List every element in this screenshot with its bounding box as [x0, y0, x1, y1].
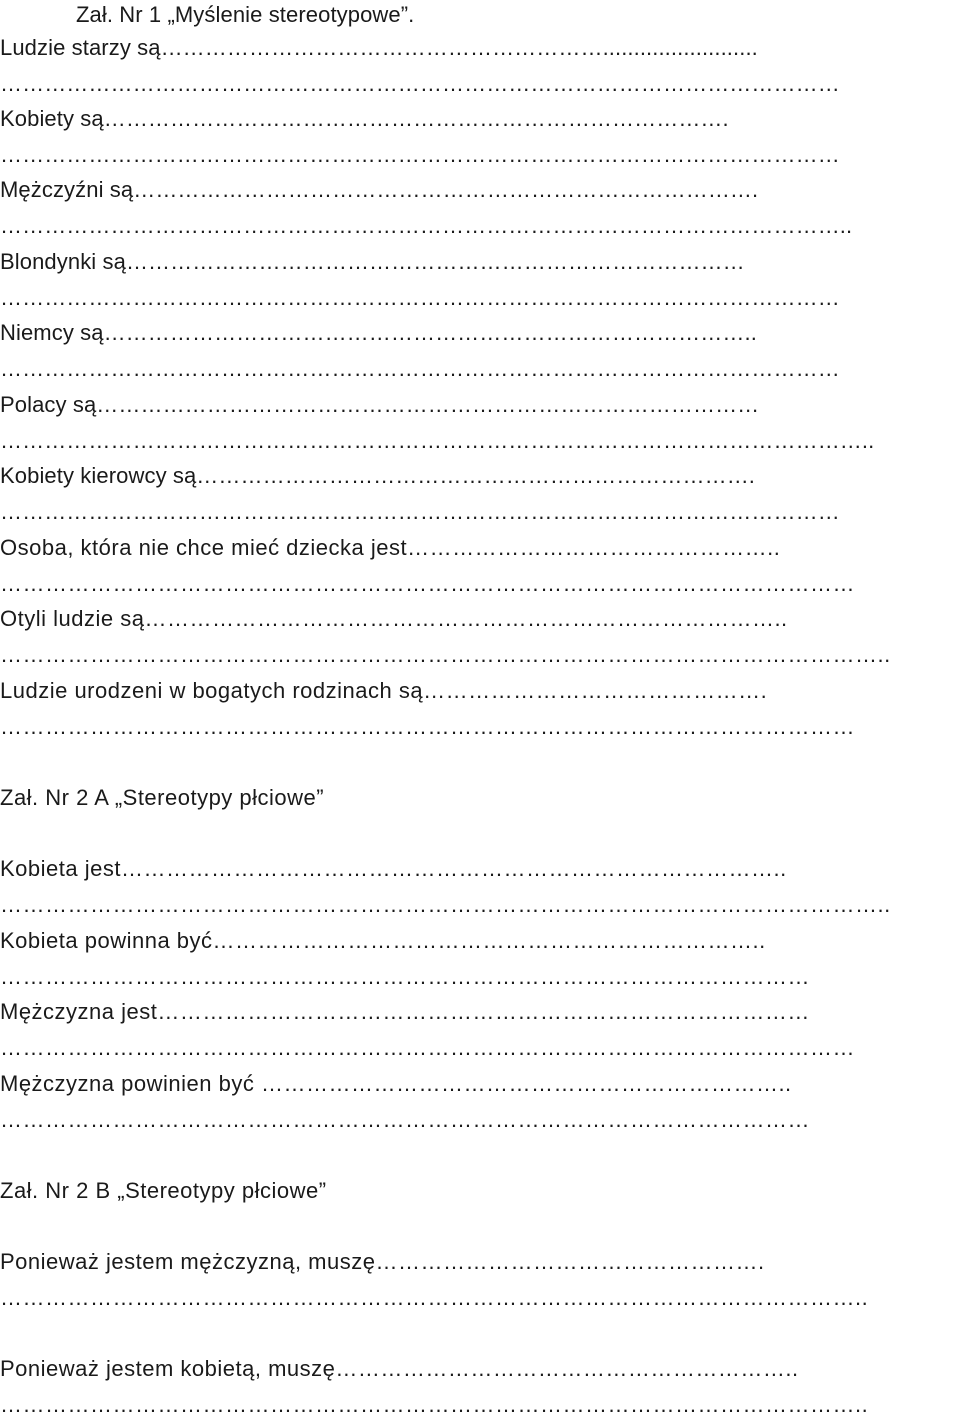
section1-title: Zał. Nr 1 „Myślenie stereotypowe”.	[76, 2, 415, 27]
worksheet-prompt: Mężczyzna jest……………………………………………………………………………	[0, 999, 810, 1024]
worksheet-prompt: Mężczyźni są………………………………………………………………………….	[0, 177, 759, 202]
answer-line[interactable]: ……………………………………………………………………………………………………	[0, 499, 840, 524]
answer-line[interactable]: ……………………………………………………………………………………………………..	[0, 213, 853, 238]
worksheet-prompt: Kobieta jest……………………………………………………………………………..	[0, 856, 787, 881]
answer-line[interactable]: ………………………………………………………………………………………………	[0, 1107, 810, 1132]
answer-line[interactable]: ………………………………………………………………………………………………………..	[0, 428, 875, 453]
answer-line[interactable]: ……………………………………………………………………………………………………	[0, 71, 840, 96]
answer-line[interactable]: ………………………………………………………………………………………………………..	[0, 892, 891, 917]
worksheet-prompt: Polacy są………………………………………………………………………………	[0, 392, 760, 417]
answer-line[interactable]: ……………………………………………………………………………………………………	[0, 285, 840, 310]
answer-line[interactable]: ……………………………………………………………………………………………………..	[0, 1392, 869, 1417]
worksheet-prompt: Ludzie urodzeni w bogatych rodzinach są……………………………………….	[0, 678, 768, 703]
worksheet-prompt: Blondynki są…………………………………………………………………………	[0, 249, 745, 274]
answer-line[interactable]: ……………………………………………………………………………………………………	[0, 571, 855, 596]
answer-line[interactable]: ……………………………………………………………………………………………………	[0, 356, 840, 381]
worksheet-prompt: Mężczyzna powinien być ……………………………………………………………..	[0, 1071, 792, 1096]
worksheet-prompt: Kobieta powinna być………………………………………………………………..	[0, 928, 766, 953]
worksheet-prompt: Otyli ludzie są…………………………………………………………………………..	[0, 606, 788, 631]
answer-line[interactable]: ………………………………………………………………………………………………………..	[0, 642, 891, 667]
answer-line[interactable]: ……………………………………………………………………………………………………..	[0, 1285, 869, 1310]
answer-line[interactable]: ………………………………………………………………………………………………	[0, 964, 810, 989]
answer-line[interactable]: ……………………………………………………………………………………………………	[0, 714, 855, 739]
worksheet-prompt: Kobiety kierowcy są………………………………………………………………….	[0, 463, 756, 488]
worksheet-prompt: Kobiety są………………………………………………………………………….	[0, 106, 729, 131]
worksheet-prompt: Ponieważ jestem kobietą, muszę……………………………………………………..	[0, 1356, 799, 1381]
answer-line[interactable]: ……………………………………………………………………………………………………	[0, 142, 840, 167]
section2a-title: Zał. Nr 2 A „Stereotypy płciowe”	[0, 785, 325, 810]
section2b-title: Zał. Nr 2 B „Stereotypy płciowe”	[0, 1178, 327, 1203]
worksheet-prompt: Osoba, która nie chce mieć dziecka jest…………………………………………..	[0, 535, 781, 560]
answer-line[interactable]: ……………………………………………………………………………………………………	[0, 1035, 855, 1060]
worksheet-prompt: Niemcy są……………………………………………………………………………..	[0, 320, 757, 345]
worksheet-prompt: Ludzie starzy są…………………………………………………….........................	[0, 35, 758, 60]
worksheet-prompt: Ponieważ jestem mężczyzną, muszę…………………………………………….	[0, 1249, 765, 1274]
